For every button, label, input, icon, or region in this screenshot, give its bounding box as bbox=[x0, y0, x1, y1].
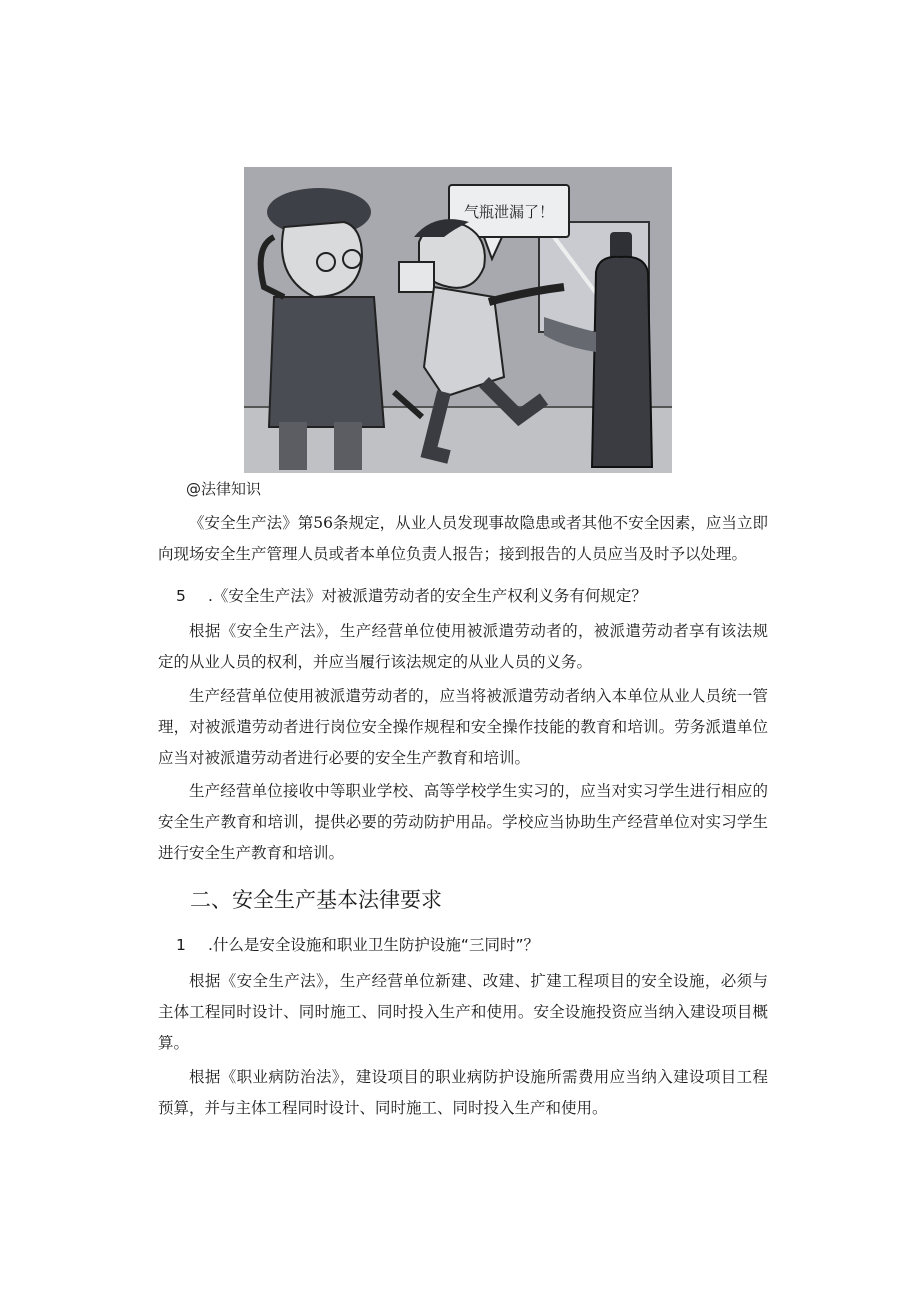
cartoon-illustration bbox=[244, 167, 672, 473]
question-5 bbox=[176, 584, 647, 606]
question-number: 5 bbox=[176, 587, 186, 605]
figure-caption: @法律知识 bbox=[186, 480, 262, 498]
paragraph-dispatched-workers-rights: 根据《安全生产法》，生产经营单位使用被派遣劳动者的，被派遣劳动者享有该法规定的从业人员的权利，并应当履行该法规定的从业人员的义务。 bbox=[158, 622, 768, 671]
question-number: 1 bbox=[176, 936, 186, 954]
paragraph-occupational-disease: 根据《职业病防治法》，建设项目的职业病防护设施所需费用应当纳入建设项目工程预算，并与主体工程同时设计、同时施工、同时投入生产和使用。 bbox=[158, 1068, 768, 1117]
paragraph-intern-students: 生产经营单位接收中等职业学校、高等学校学生实习的，应当对实习学生进行相应的安全生产教育和培训，提供必要的劳动防护用品。学校应当协助生产经营单位对实习学生进行安全生产教育和培训。 bbox=[158, 782, 768, 862]
question-1 bbox=[176, 933, 539, 955]
question-text: .什么是安全设施和职业卫生防护设施“三同时”？ bbox=[208, 936, 539, 954]
paragraph-dispatched-workers-training: 生产经营单位使用被派遣劳动者的，应当将被派遣劳动者纳入本单位从业人员统一管理，对被派遣劳动者进行岗位安全操作规程和安全操作技能的教育和培训。劳务派遣单位应当对被派遣劳动者进行必要的安全生产教育和培训。 bbox=[158, 687, 768, 767]
paragraph-article-56: 《安全生产法》第56条规定，从业人员发现事故隐患或者其他不安全因素，应当立即向现场安全生产管理人员或者本单位负责人报告；接到报告的人员应当及时予以处理。 bbox=[158, 514, 768, 563]
question-text: .《安全生产法》对被派遣劳动者的安全生产权利义务有何规定？ bbox=[208, 587, 647, 605]
section-title: 二、安全生产基本法律要求 bbox=[190, 888, 442, 912]
speech-bubble-text: 气瓶泄漏了！ bbox=[463, 203, 555, 221]
paragraph-three-simultaneous-safety: 根据《安全生产法》，生产经营单位新建、改建、扩建工程项目的安全设施，必须与主体工程同时设计、同时施工、同时投入生产和使用。安全设施投资应当纳入建设项目概算。 bbox=[158, 972, 768, 1052]
